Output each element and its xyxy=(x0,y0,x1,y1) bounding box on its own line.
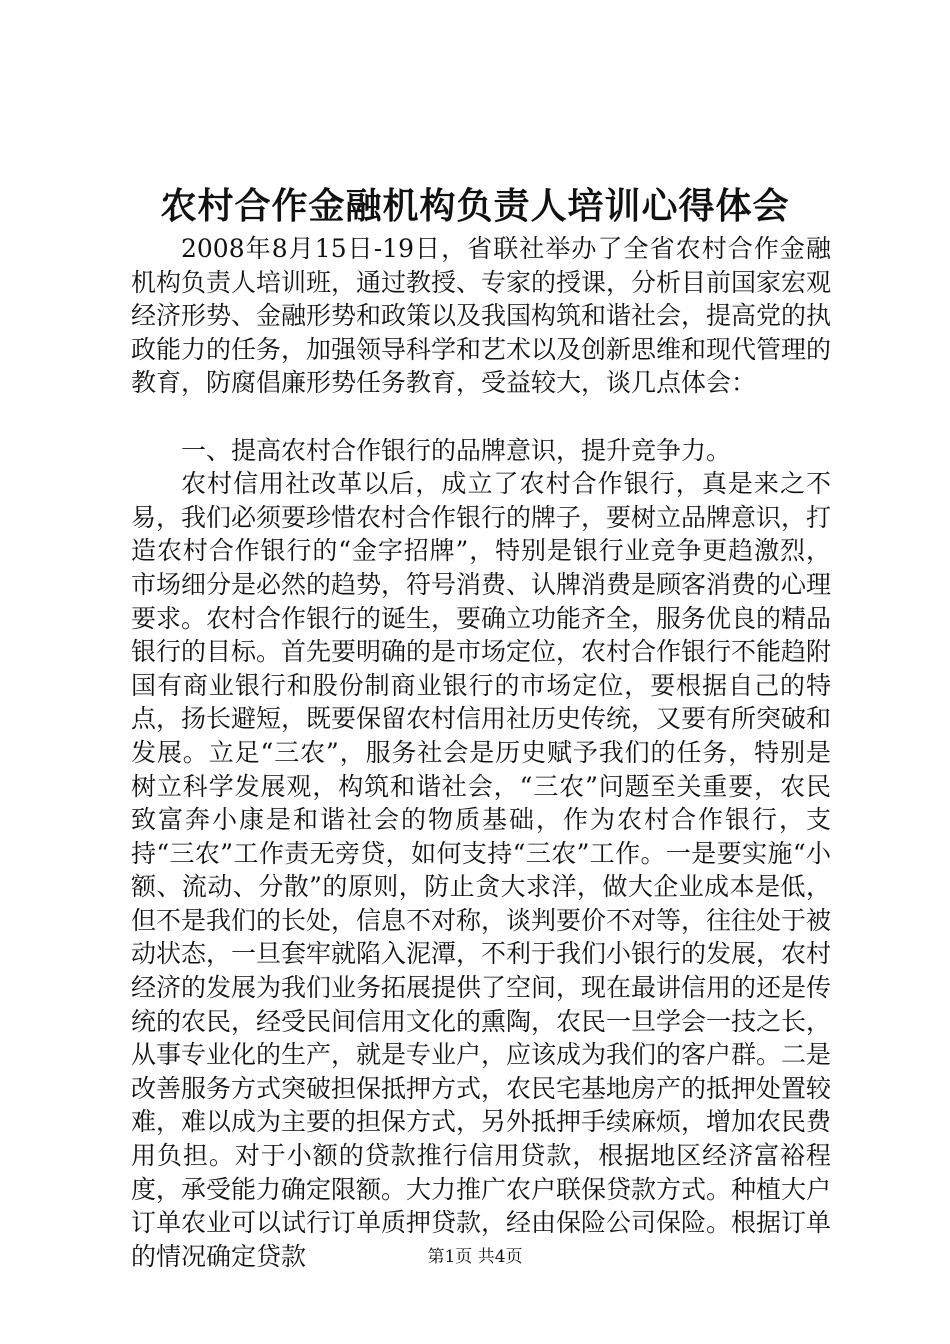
body-paragraph: 农村信用社改革以后，成立了农村合作银行，真是来之不易，我们必须要珍惜农村合作银行的牌子，要树立品牌意识，打造农村合作银行的“金字招牌”，特别是银行业竞争更趋激烈，市场细分是必然的趋势，符号消费、认牌消费是顾客消费的心理要求。农村合作银行的诞生，要确立功能齐全，服务优良的精品银行的目标。首先要明确的是市场定位，农村合作银行不能趋附国有商业银行和股份制商业银行的市场定位，要根据自己的特点，扬长避短，既要保留农村信用社历史传统，又要有所突破和发展。立足“三农”，服务社会是历史赋予我们的任务，特别是树立科学发展观，构筑和谐社会，“三农”问题至关重要，农民致富奔小康是和谐社会的物质基础，作为农村合作银行，支持“三农”工作责无旁贷，如何支持“三农”工作。一是要实施“小额、流动、分散”的原则，防止贪大求洋，做大企业成本是低，但不是我们的长处，信息不对称，谈判要价不对等，往往处于被动状态，一旦套牢就陷入泥潭，不利于我们小银行的发展，农村经济的发展为我们业务拓展提供了空间，现在最讲信用的还是传统的农民，经受民间信用文化的熏陶，农民一旦学会一技之长，从事专业化的生产，就是专业户，应该成为我们的客户群。二是改善服务方式突破担保抵押方式，农民宅基地房产的抵押处置较难，难以成为主要的担保方式，另外抵押手续麻烦，增加农民费用负担。对于小额的贷款推行信用贷款，根据地区经济富裕程度，承受能力确定限额。大力推广农户联保贷款方式。种植大户订单农业可以试行订单质押贷款，经由保险公司保险。根据订单的情况确定贷款 xyxy=(131,469,832,1271)
section-heading: 一、提高农村合作银行的品牌意识，提升竞争力。 xyxy=(181,435,732,465)
intro-paragraph: 2008年8月15日-19日，省联社举办了全省农村合作金融机构负责人培训班，通过教授、专家的授课，分析目前国家宏观经济形势、金融形势和政策以及我国构筑和谐社会，提高党的执政能力的任务，加强领导科学和艺术以及创新思维和现代管理的教育，防腐倡廉形势任务教育，受益较大，谈几点体会： xyxy=(131,234,832,398)
document-body xyxy=(131,232,831,1273)
document-title: 农村合作金融机构负责人培训心得体会 xyxy=(160,185,790,227)
page-footer: 第1页 共4页 xyxy=(427,1247,523,1267)
